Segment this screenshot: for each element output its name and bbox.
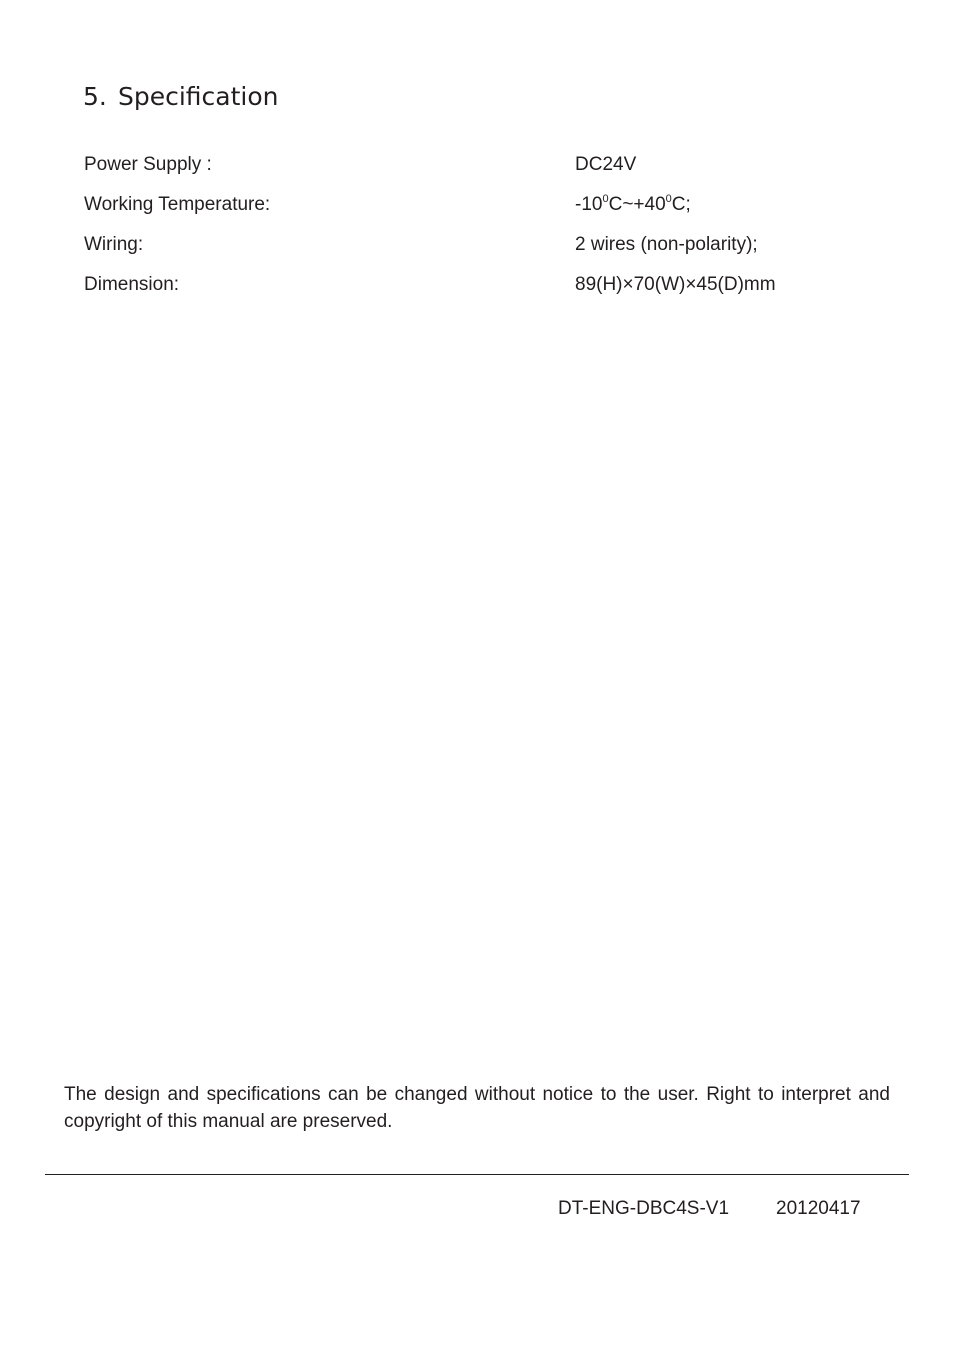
temp-unit: C; xyxy=(671,194,691,215)
degree-mark: 0 xyxy=(665,193,672,205)
copyright-notice: The design and specifications can be changed without notice to the user. Right to interpret and copyright of this manual are preserved. xyxy=(64,1084,890,1132)
temp-max: C~+40 xyxy=(608,194,666,215)
degree-mark: 0 xyxy=(602,193,609,205)
spec-label: Wiring: xyxy=(84,234,144,255)
spec-row-power-supply xyxy=(84,151,884,191)
spec-value: 2 wires (non-polarity); xyxy=(575,234,758,255)
spec-value xyxy=(575,191,691,219)
section-title: Specification xyxy=(118,82,279,111)
spec-label: Dimension: xyxy=(84,274,180,295)
section-heading xyxy=(83,80,279,114)
temp-min: -10 xyxy=(575,194,603,215)
spec-row-working-temperature xyxy=(84,191,884,231)
section-number: 5. xyxy=(83,82,107,111)
spec-table xyxy=(84,151,884,311)
spec-label: Power Supply : xyxy=(84,154,212,175)
spec-row-dimension xyxy=(84,271,884,311)
spec-value: DC24V xyxy=(575,154,637,175)
document-code: DT-ENG-DBC4S-V1 xyxy=(558,1198,730,1219)
document-date: 20120417 xyxy=(776,1198,861,1219)
footer-divider xyxy=(45,1174,909,1175)
spec-value: 89(H)×70(W)×45(D)mm xyxy=(575,274,776,295)
spec-row-wiring xyxy=(84,231,884,271)
spec-label: Working Temperature: xyxy=(84,194,271,215)
